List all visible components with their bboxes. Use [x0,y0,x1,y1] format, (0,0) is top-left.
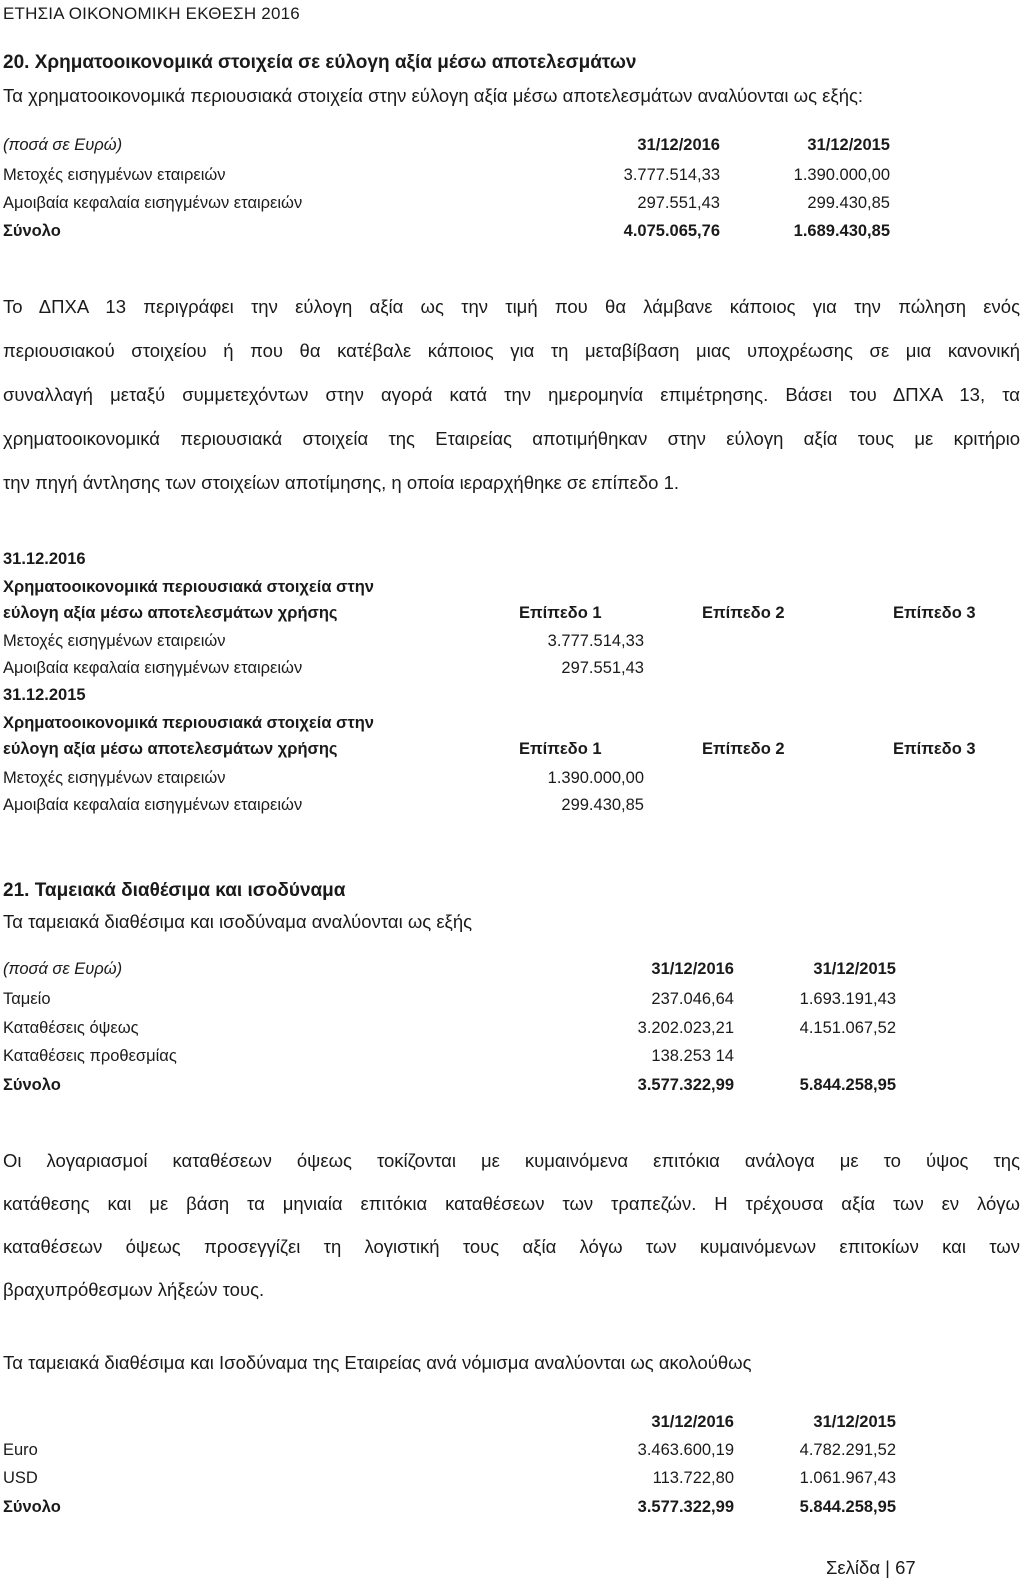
row-value-2015: 1.693.191,43 [799,990,896,1008]
total-value-2016: 4.075.065,76 [623,222,720,240]
row-label: Καταθέσεις προθεσμίας [3,1047,177,1065]
column-header-2015: 31/12/2015 [807,136,890,154]
column-header-2016: 31/12/2016 [651,1413,734,1431]
section-20-title: 20. Χρηματοοικονομικά στοιχεία σε εύλογη αξία μέσω αποτελεσμάτων [3,52,637,73]
level-1-header: Επίπεδο 1 [519,740,602,758]
row-value-2015: 1.061.967,43 [799,1469,896,1487]
level-1-value: 299.430,85 [561,796,644,814]
total-label: Σύνολο [3,222,61,240]
row-label: Αμοιβαία κεφαλαία εισηγμένων εταιρειών [3,659,303,677]
level-1-value: 3.777.514,33 [547,632,644,650]
paragraph-line: βραχυπρόθεσμων λήξεών τους. [3,1279,265,1300]
hierarchy-heading: Χρηματοοικονομικά περιουσιακά στοιχεία στην [3,714,374,732]
total-value-2015: 5.844.258,95 [799,1498,896,1516]
level-3-header: Επίπεδο 3 [893,604,976,622]
page-number: Σελίδα | 67 [826,1557,916,1578]
section-20-intro: Τα χρηματοοικονομικά περιουσιακά στοιχεία στην εύλογη αξία μέσω αποτελεσμάτων αναλύονται ως εξής: [3,85,864,106]
paragraph-line: καταθέσεων όψεως προσεγγίζει τη λογιστική τους αξία λόγω των κυμαινόμενων επιτοκίων και των [3,1236,1020,1257]
column-header-2015: 31/12/2015 [813,960,896,978]
paragraph-line: την πηγή άντλησης των στοιχείων αποτίμησης, η οποία ιεραρχήθηκε σε επίπεδο 1. [3,472,680,493]
hierarchy-heading: εύλογη αξία μέσω αποτελεσμάτων χρήσης [3,740,338,758]
level-1-value: 1.390.000,00 [547,769,644,787]
column-header-2016: 31/12/2016 [651,960,734,978]
row-label: Καταθέσεις όψεως [3,1019,139,1037]
total-label: Σύνολο [3,1076,61,1094]
row-value-2016: 237.046,64 [651,990,734,1008]
row-value-2016: 3.463.600,19 [637,1441,734,1459]
paragraph-line: Οι λογαριασμοί καταθέσεων όψεως τοκίζονται με κυμαινόμενα επιτόκια ανάλογα με το ύψος της [3,1150,1020,1171]
column-header-2015: 31/12/2015 [813,1413,896,1431]
level-1-header: Επίπεδο 1 [519,604,602,622]
table-unit-label: (ποσά σε Ευρώ) [3,960,123,978]
total-value-2016: 3.577.322,99 [637,1076,734,1094]
column-header-2016: 31/12/2016 [637,136,720,154]
total-value-2016: 3.577.322,99 [637,1498,734,1516]
level-3-header: Επίπεδο 3 [893,740,976,758]
row-label: Μετοχές εισηγμένων εταιρειών [3,769,226,787]
report-header: ΕΤΗΣΙΑ ΟΙΚΟΝΟΜΙΚΗ ΕΚΘΕΣΗ 2016 [3,4,300,23]
row-label: Μετοχές εισηγμένων εταιρειών [3,166,226,184]
level-1-value: 297.551,43 [561,659,644,677]
section-21-intro: Τα ταμειακά διαθέσιμα και ισοδύναμα αναλύονται ως εξής [3,911,473,932]
row-value-2016: 3.777.514,33 [623,166,720,184]
row-value-2016: 138.253 14 [651,1047,734,1065]
row-label: Ταμείο [3,990,51,1008]
paragraph-line: χρηματοοικονομικά περιουσιακά στοιχεία της Εταιρείας αποτιμήθηκαν στην εύλογη αξία τους με κριτήριο [3,428,1020,449]
row-value-2015: 299.430,85 [807,194,890,212]
table-unit-label: (ποσά σε Ευρώ) [3,136,123,154]
total-value-2015: 5.844.258,95 [799,1076,896,1094]
paragraph-line: κατάθεσης και με βάση τα μηνιαία επιτόκια καταθέσεων των τραπεζών. Η τρέχουσα αξία των εν λόγω [3,1193,1020,1214]
hierarchy-date: 31.12.2015 [3,686,86,704]
level-2-header: Επίπεδο 2 [702,604,785,622]
total-value-2015: 1.689.430,85 [793,222,890,240]
row-label: Αμοιβαία κεφαλαία εισηγμένων εταιρειών [3,796,303,814]
row-value-2016: 113.722,80 [652,1469,734,1487]
row-label: Αμοιβαία κεφαλαία εισηγμένων εταιρειών [3,194,303,212]
paragraph-line: περιουσιακού στοιχείου ή που θα κατέβαλε κάποιος για τη μεταβίβαση μιας υποχρέωσης σε μια κανονική [3,340,1020,361]
hierarchy-date: 31.12.2016 [3,550,86,568]
row-value-2015: 4.782.291,52 [799,1441,896,1459]
paragraph-line: συναλλαγή μεταξύ συμμετεχόντων στην αγορά κατά την ημερομηνία επιμέτρησης. Βάσει του ΔΠΧΑ 13, τα [3,384,1020,405]
total-label: Σύνολο [3,1498,61,1516]
hierarchy-heading: Χρηματοοικονομικά περιουσιακά στοιχεία στην [3,578,374,596]
paragraph-line: Το ΔΠΧΑ 13 περιγράφει την εύλογη αξία ως την τιμή που θα λάμβανε κάποιος για την πώληση ενός [3,296,1020,317]
row-value-2016: 3.202.023,21 [637,1019,734,1037]
row-value-2015: 1.390.000,00 [793,166,890,184]
section-21-title: 21. Ταμειακά διαθέσιμα και ισοδύναμα [3,880,346,901]
level-2-header: Επίπεδο 2 [702,740,785,758]
currency-intro: Τα ταμειακά διαθέσιμα και Ισοδύναμα της Εταιρείας ανά νόμισμα αναλύονται ως ακολούθως [3,1352,752,1373]
row-value-2015: 4.151.067,52 [799,1019,896,1037]
row-label: Μετοχές εισηγμένων εταιρειών [3,632,226,650]
hierarchy-heading: εύλογη αξία μέσω αποτελεσμάτων χρήσης [3,604,338,622]
currency-label-usd: USD [3,1469,38,1487]
row-value-2016: 297.551,43 [637,194,720,212]
currency-label-euro: Euro [3,1441,38,1459]
